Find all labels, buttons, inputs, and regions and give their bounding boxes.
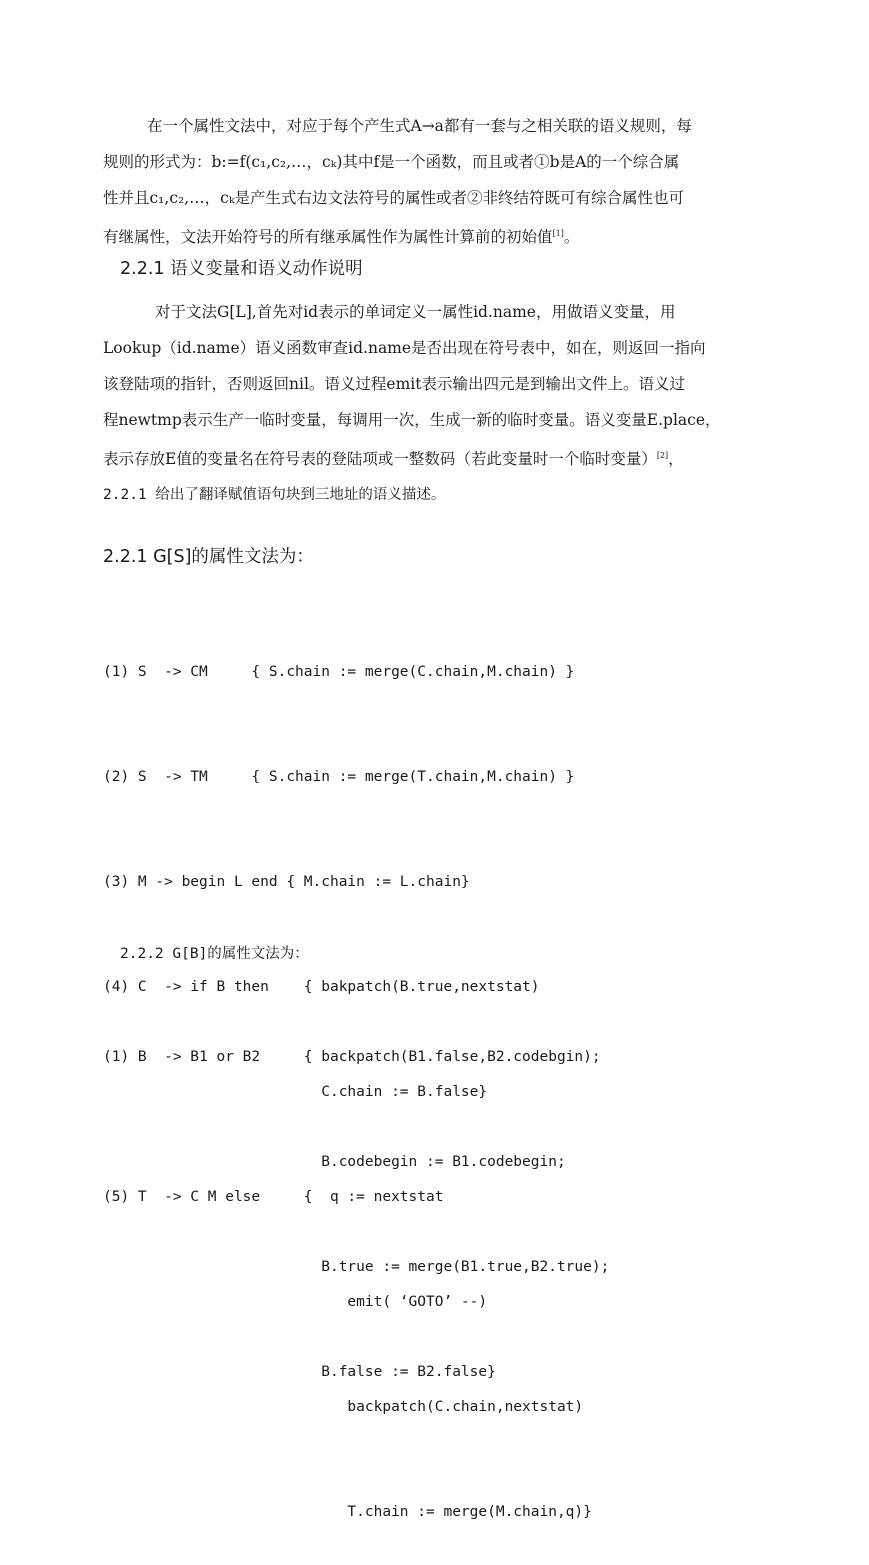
text-line: 在一个属性文法中，对应于每个产生式A→a都有一套与之相关联的语义规则，每 — [147, 117, 692, 135]
intro-paragraph — [103, 108, 766, 255]
code-line: (3) M -> begin L end { M.chain := L.chain} — [103, 874, 470, 890]
citation-ref[interactable]: [1] — [552, 229, 564, 238]
code-line: B.true := merge(B1.true,B2.true); — [103, 1259, 610, 1275]
text-line: 2.2.1 给出了翻译赋值语句块到三地址的语义描述。 — [103, 487, 446, 504]
text-line: 对于文法G[L],首先对id表示的单词定义一属性id.name，用做语义变量，用 — [155, 303, 676, 321]
code-line: (4) C -> if B then { bakpatch(B.true,nextstat) — [103, 979, 540, 995]
code-line: (5) T -> C M else { q := nextstat — [103, 1189, 444, 1205]
code-line: (1) B -> B1 or B2 { backpatch(B1.false,B2.codebgin); — [103, 1049, 601, 1065]
section-heading-gb-grammar: 2.2.2 G[B]的属性文法为： — [120, 946, 309, 962]
section-heading-semantic-variables: 2.2.1 语义变量和语义动作说明 — [120, 259, 363, 279]
code-line: B.codebegin := B1.codebegin; — [103, 1154, 566, 1170]
text-line: 表示存放E值的变量名在符号表的登陆项或一整数码（若此变量时一个临时变量）[2]， — [103, 450, 684, 469]
code-line: B.false := B2.false} — [103, 1364, 496, 1380]
text-line: 性并且c₁,c₂,…，cₖ是产生式右边文法符号的属性或者②非终结符既可有综合属性也可 — [103, 189, 684, 207]
code-line: emit( ‘GOTO’ --) — [103, 1294, 488, 1310]
text-line: 规则的形式为：b:=f(c₁,c₂,…，cₖ)其中f是一个函数，而且或者①b是A的一个综合属 — [103, 153, 680, 171]
gb-grammar-code — [103, 970, 609, 1425]
code-line: (2) S -> TM { S.chain := merge(T.chain,M.chain) } — [103, 769, 575, 785]
code-line: C.chain := B.false} — [103, 1084, 488, 1100]
section-heading-gs-grammar: 2.2.1 G[S]的属性文法为： — [103, 547, 314, 567]
text-line: 该登陆项的指针，否则返回nil。语义过程emit表示输出四元是到输出文件上。语义过 — [103, 375, 685, 393]
code-line: (1) S -> CM { S.chain := merge(C.chain,M.chain) } — [103, 664, 575, 680]
text-line: 有继属性，文法开始符号的所有继承属性作为属性计算前的初始值[1]。 — [103, 228, 580, 247]
code-line: backpatch(C.chain,nextstat) — [103, 1399, 584, 1415]
citation-ref[interactable]: [2] — [656, 451, 669, 460]
semantic-variables-paragraph — [103, 294, 766, 513]
code-line: T.chain := merge(M.chain,q)} — [103, 1504, 592, 1520]
text-line: 程newtmp表示生产一临时变量，每调用一次，生成一新的临时变量。语义变量E.place， — [103, 411, 721, 429]
text-line: Lookup（id.name）语义函数审查id.name是否出现在符号表中，如在，则返回一指向 — [103, 339, 706, 357]
